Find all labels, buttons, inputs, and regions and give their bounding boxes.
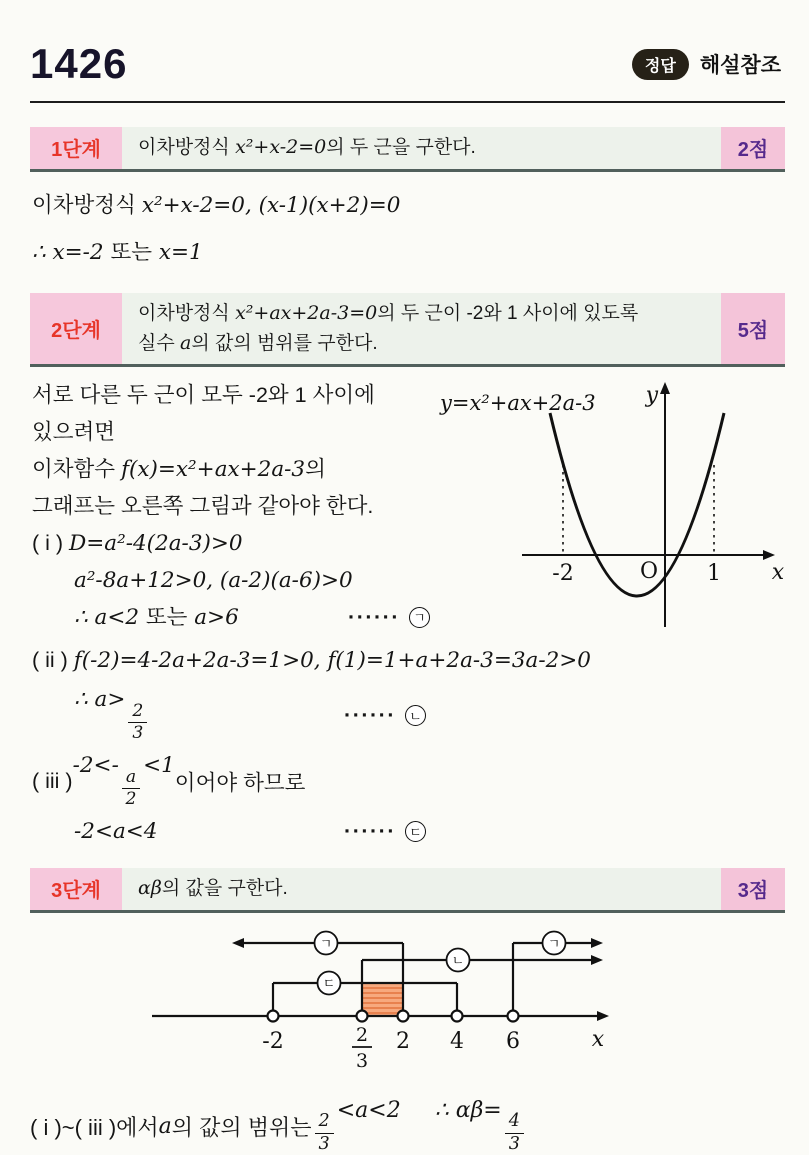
case-i-line2: a²-8a+12>0, (a-2)(a-6)>0 [74,568,353,593]
step2-line2: 있으려면 [32,420,116,444]
case-iii-line1: ( iii ) -2<- $\frac{a}{2}$ <1 이어야 하므로 [32,753,306,809]
step1-banner [30,127,785,172]
point-neg2 [268,1010,279,1021]
y-axis-arrow [660,382,670,394]
step3-banner [30,868,785,913]
case-ii-line2: ∴ a> $\frac{2}{3}$ ······ ㄴ [74,687,785,743]
ref-mark-3: ······ ㄷ [344,819,426,844]
step3-points: 3점 [721,868,785,910]
ref-mark-1: ······ ㄱ [348,599,430,636]
step2-points: 5점 [721,293,785,364]
case-i-line1: ( i ) D=a²-4(2a-3)>0 [32,531,243,556]
step2-banner [30,293,785,367]
step3-label: 3단계 [30,868,122,910]
parabola-figure [436,377,808,636]
y-axis-label: y [645,383,658,408]
parabola-svg [436,377,808,629]
conclusion-line: ( i )~( iii )에서 a 의 값의 범위는 $\frac{2}{3}$ <a<2 ∴ αβ= $\frac{4}{3}$ [30,1098,785,1155]
nieun-text: ㄴ [451,952,465,968]
tick-neg2: -2 [262,1028,284,1054]
circled-giyeok: ㄱ [409,607,430,628]
point-2 [398,1010,409,1021]
numberline-svg [150,925,620,1077]
step1-label: 1단계 [30,127,122,169]
giyeok-right-arrow [591,938,603,948]
case-iii-line2: -2<a<4 ······ ㄷ [74,819,785,844]
case-i-line3: ∴ a<2 또는 a>6 ······ ㄱ [74,599,434,636]
nieun-arrow [591,955,603,965]
step2-description: 이차방정식 x²+ax+2a-3=0의 두 근이 -2와 1 사이에 있도록 실수 a의 값의 범위를 구한다. [138,302,639,354]
tick-4: 4 [450,1028,464,1054]
parabola-curve [550,413,724,596]
step2-line4: 그래프는 오른쪽 그림과 같아야 한다. [32,494,374,518]
curve-equation-label: y=x²+ax+2a-3 [440,391,596,415]
ref-mark-2: ······ ㄴ [344,703,426,728]
point-6 [508,1010,519,1021]
header-divider [30,101,785,103]
number-line-arrow [597,1011,609,1021]
step2-label: 2단계 [30,293,122,364]
x-axis-arrow [763,550,775,560]
step2-line1: 서로 다른 두 근이 모두 -2와 1 사이에 [32,383,375,407]
digeut-text: ㄷ [322,975,336,991]
giyeok-left-text: ㄱ [319,935,333,951]
step2-text-column [30,377,434,636]
x-axis-label: x [771,560,785,585]
tick-6: 6 [506,1028,520,1054]
answer-text: 해설참조 [699,54,781,77]
numberline-figure [150,925,785,1082]
case-ii-line1: ( ii ) f(-2)=4-2a+2a-3=1>0, f(1)=1+a+2a-3=3a-2>0 [32,648,591,673]
answer-area [632,49,785,80]
tick-2: 2 [396,1028,410,1054]
problem-number: 1426 [30,40,128,87]
x-tick-1: 1 [707,561,721,586]
step2-line3: 이차함수 f(x)=x²+ax+2a-3의 [32,457,326,482]
giyeok-right-text: ㄱ [547,935,561,951]
tick-two-thirds-num: 2 [355,1023,369,1046]
step2-body [30,377,785,636]
point-4 [452,1010,463,1021]
x-tick-neg2: -2 [552,561,574,586]
numberline-x-label: x [591,1026,605,1052]
point-two-thirds [357,1010,368,1021]
step1-line2: ∴ x=-2 또는 x=1 [32,239,203,265]
step1-points: 2점 [721,127,785,169]
giyeok-left-arrow [232,938,244,948]
answer-badge: 정답 [632,49,689,80]
circled-nieun: ㄴ [405,705,426,726]
circled-digeut: ㄷ [405,821,426,842]
step1-description: 이차방정식 x²+x-2=0의 두 근을 구한다. [138,136,476,158]
header [30,40,785,88]
origin-label: O [639,559,659,584]
tick-two-thirds-den: 3 [355,1049,369,1072]
step1-line1: 이차방정식 x²+x-2=0, (x-1)(x+2)=0 [32,192,401,218]
step3-description: αβ의 값을 구한다. [138,877,288,900]
